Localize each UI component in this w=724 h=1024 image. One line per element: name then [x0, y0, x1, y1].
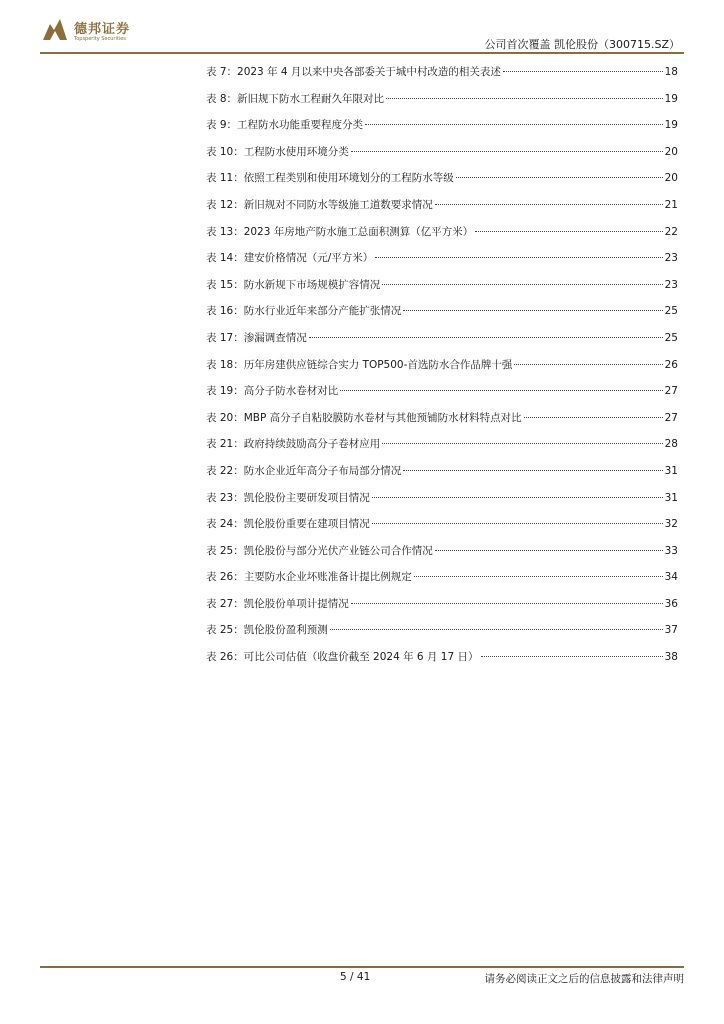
- toc-entry[interactable]: [206, 64, 678, 91]
- toc-entry-label: 表 19：高分子防水卷材对比: [206, 385, 339, 398]
- toc-entry[interactable]: [206, 170, 678, 197]
- brand-name-en: Topsperity Securities: [74, 36, 126, 42]
- toc-entry-label: 表 16：防水行业近年来部分产能扩张情况: [206, 305, 402, 318]
- toc-leader: [475, 231, 662, 232]
- toc-entry[interactable]: [206, 436, 678, 463]
- toc-entry-page: 38: [664, 651, 678, 664]
- toc-entry-label: 表 17：渗漏调查情况: [206, 331, 307, 344]
- toc-leader: [386, 98, 663, 99]
- toc-entry-label: 表 10：工程防水使用环境分类: [206, 145, 349, 158]
- toc-entry-label: 表 25：凯伦股份盈利预测: [206, 624, 328, 637]
- toc-entry[interactable]: [206, 622, 678, 649]
- toc-leader: [503, 71, 663, 72]
- toc-entry-label: 表 26：可比公司估值（收盘价截至 2024 年 6 月 17 日）: [206, 651, 479, 664]
- toc-leader: [382, 284, 662, 285]
- toc-entry-page: 31: [664, 464, 678, 477]
- brand-name: 德邦证券: [74, 22, 131, 37]
- toc-entry[interactable]: [206, 224, 678, 251]
- toc-entry[interactable]: [206, 596, 678, 623]
- toc-leader: [372, 497, 663, 498]
- toc-entry-label: 表 22：防水企业近年高分子布局部分情况: [206, 464, 402, 477]
- toc-entry-page: 20: [664, 145, 678, 158]
- toc-leader: [340, 390, 662, 391]
- toc-entry[interactable]: [206, 91, 678, 118]
- toc-entry-page: 33: [664, 544, 678, 557]
- toc-entry-label: 表 25：凯伦股份与部分光伏产业链公司合作情况: [206, 544, 433, 557]
- toc-leader: [524, 417, 663, 418]
- toc-leader: [330, 629, 663, 630]
- toc-entry[interactable]: [206, 303, 678, 330]
- brand-logo-icon: [40, 16, 70, 44]
- toc-leader: [351, 603, 663, 604]
- toc-entry-label: 表 7：2023 年 4 月以来中央各部委关于城中村改造的相关表述: [206, 66, 501, 78]
- toc-entry-page: 32: [664, 518, 678, 531]
- toc-entry-page: 27: [664, 411, 678, 424]
- table-of-contents: [206, 64, 678, 676]
- toc-leader: [414, 576, 663, 577]
- toc-entry-page: 20: [664, 172, 678, 185]
- toc-entry-page: 19: [664, 92, 678, 105]
- toc-entry-label: 表 9：工程防水功能重要程度分类: [206, 119, 364, 132]
- toc-entry-label: 表 8：新旧规下防水工程耐久年限对比: [206, 92, 385, 105]
- toc-entry[interactable]: [206, 383, 678, 410]
- toc-entry-label: 表 26：主要防水企业坏账准备计提比例规定: [206, 571, 412, 584]
- toc-entry[interactable]: [206, 410, 678, 437]
- toc-leader: [514, 364, 662, 365]
- toc-entry-page: 21: [664, 198, 678, 211]
- toc-entry[interactable]: [206, 144, 678, 171]
- toc-leader: [365, 124, 663, 125]
- toc-entry[interactable]: [206, 330, 678, 357]
- toc-entry[interactable]: [206, 569, 678, 596]
- toc-entry-label: 表 23：凯伦股份主要研发项目情况: [206, 491, 370, 504]
- toc-leader: [372, 523, 663, 524]
- toc-entry-page: 25: [664, 331, 678, 344]
- footer-divider: [40, 966, 684, 968]
- toc-leader: [375, 257, 662, 258]
- toc-entry[interactable]: [206, 357, 678, 384]
- toc-entry[interactable]: [206, 250, 678, 277]
- toc-leader: [435, 550, 663, 551]
- legal-disclaimer: 请务必阅读正文之后的信息披露和法律声明: [484, 973, 684, 985]
- toc-entry-label: 表 24：凯伦股份重要在建项目情况: [206, 518, 370, 531]
- toc-entry[interactable]: [206, 117, 678, 144]
- toc-entry-label: 表 21：政府持续鼓励高分子卷材应用: [206, 438, 381, 451]
- toc-entry-label: 表 15：防水新规下市场规模扩容情况: [206, 278, 381, 291]
- report-title: 公司首次覆盖 凯伦股份（300715.SZ）: [484, 38, 680, 51]
- toc-leader: [351, 151, 663, 152]
- toc-entry-page: 28: [664, 438, 678, 451]
- toc-leader: [481, 656, 663, 657]
- toc-entry[interactable]: [206, 490, 678, 517]
- toc-leader: [403, 470, 662, 471]
- toc-entry-page: 22: [664, 225, 678, 238]
- toc-leader: [382, 443, 662, 444]
- page-header: [40, 14, 684, 51]
- toc-entry-page: 34: [664, 571, 678, 584]
- toc-entry[interactable]: [206, 649, 678, 676]
- toc-entry-page: 36: [664, 597, 678, 610]
- toc-entry-page: 23: [664, 278, 678, 291]
- toc-entry-page: 19: [664, 119, 678, 132]
- toc-leader: [435, 204, 663, 205]
- toc-entry[interactable]: [206, 543, 678, 570]
- toc-entry-label: 表 18：历年房建供应链综合实力 TOP500-首选防水合作品牌十强: [206, 358, 513, 371]
- toc-entry-page: 27: [664, 385, 678, 398]
- toc-entry-page: 23: [664, 252, 678, 265]
- toc-entry-label: 表 14：建安价格情况（元/平方米）: [206, 252, 374, 265]
- toc-leader: [456, 177, 663, 178]
- toc-entry-page: 18: [664, 66, 678, 78]
- header-divider: [40, 52, 684, 54]
- toc-entry-label: 表 13：2023 年房地产防水施工总面积测算（亿平方米）: [206, 225, 474, 238]
- page-number: 5 / 41: [340, 971, 371, 983]
- toc-entry[interactable]: [206, 463, 678, 490]
- toc-entry-label: 表 11：依照工程类别和使用环境划分的工程防水等级: [206, 172, 454, 185]
- brand-logo: [40, 14, 160, 48]
- toc-entry[interactable]: [206, 516, 678, 543]
- toc-entry-label: 表 27：凯伦股份单项计提情况: [206, 597, 349, 610]
- toc-entry-page: 25: [664, 305, 678, 318]
- toc-entry[interactable]: [206, 277, 678, 304]
- toc-entry-label: 表 20：MBP 高分子自粘胶膜防水卷材与其他预铺防水材料特点对比: [206, 411, 522, 424]
- toc-entry-label: 表 12：新旧规对不同防水等级施工道数要求情况: [206, 198, 433, 211]
- toc-leader: [309, 337, 663, 338]
- toc-entry-page: 31: [664, 491, 678, 504]
- toc-leader: [403, 310, 662, 311]
- toc-entry-page: 26: [664, 358, 678, 371]
- toc-entry[interactable]: [206, 197, 678, 224]
- toc-entry-page: 37: [664, 624, 678, 637]
